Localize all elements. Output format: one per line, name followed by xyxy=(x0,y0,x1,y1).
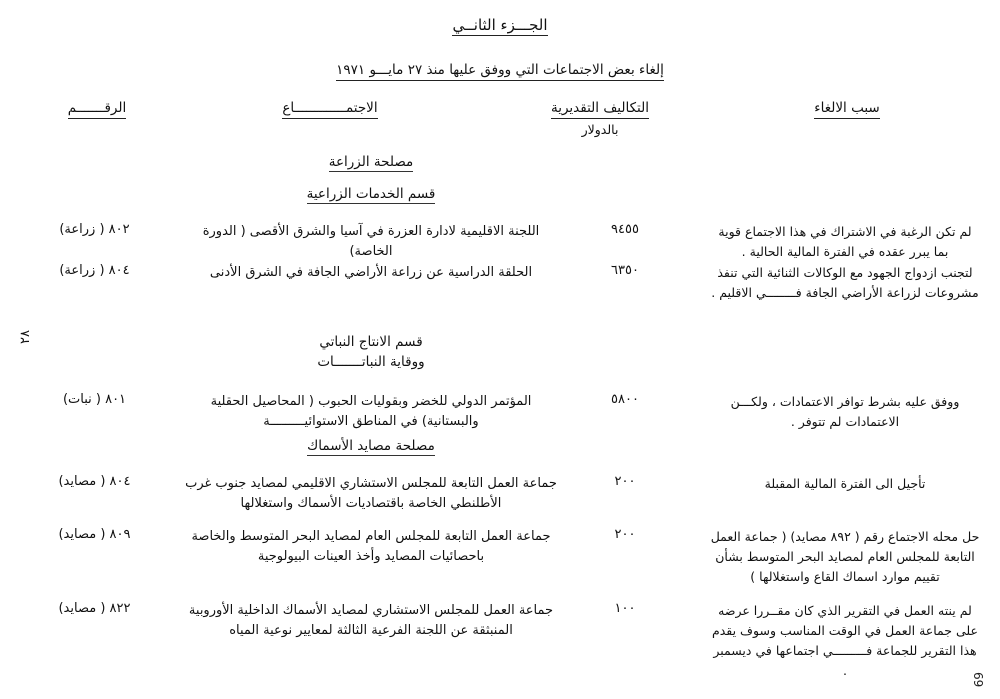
column-header-reason: سبب الالغاء xyxy=(722,100,972,119)
table-row-cost: ٩٤٥٥ xyxy=(611,222,639,237)
table-row-number: ٨٢٢ ( مصايد) xyxy=(58,601,131,616)
table-row-reason: لتجنب ازدواج الجهود مع الوكالات الثنائية التي تنفذ مشروعات لزراعة الأراضي الجافة فــــــــي الاقليم . xyxy=(711,265,979,300)
document-subtitle xyxy=(0,62,1000,78)
table-row-number: ٨٠٩ ( مصايد) xyxy=(58,527,131,542)
table-row-cost: ٢٠٠ xyxy=(614,527,636,542)
table-row-meeting: جماعة العمل التابعة للمجلس العام لمصايد البحر المتوسط والخاصة باحصائيات المصايد وأخذ العينات البيولوجية xyxy=(191,529,551,565)
table-row-reason: لم ينته العمل في التقرير الذي كان مقــررا عرضه على جماعة العمل في الوقت المناسب وسوف يقدم هذا التقرير للجماعة فـــــــــي اجتماعها في ديسمبر . xyxy=(711,603,978,678)
page-number: 69 xyxy=(972,671,986,687)
margin-note-number: ٢٨ xyxy=(18,330,33,344)
table-row-number: ٨٠٢ ( زراعة) xyxy=(59,222,130,237)
section-heading-plant-protection: ووقاية النباتـــــــات xyxy=(317,354,425,370)
table-row-reason: لم تكن الرغبة في الاشتراك في هذا الاجتماع قوية بما يبرر عقده في الفترة المالية الحالية . xyxy=(718,224,972,259)
table-row-cost: ٥٨٠٠ xyxy=(611,392,639,407)
section-heading-agricultural-services: قسم الخدمات الزراعية xyxy=(306,186,436,202)
section-heading-agriculture: مصلحة الزراعة xyxy=(328,154,414,170)
column-header-cost-currency: بالدولار xyxy=(581,122,619,137)
column-header-number: الرقـــــــم xyxy=(32,100,162,119)
table-row-reason: حل محله الاجتماع رقم ( ٨٩٢ مصايد) ( جماعة العمل التابعة للمجلس العام لمصايد البحر المتوسط بشأن تقييم موارد اسماك القاع واستغلالها ) xyxy=(710,529,980,584)
table-row-number: ٨٠٤ ( زراعة) xyxy=(59,263,130,278)
table-row-cost: ٦٣٥٠ xyxy=(611,263,639,278)
table-row-reason: تأجيل الى الفترة المالية المقبلة xyxy=(764,476,926,491)
table-row-meeting: الحلقة الدراسية عن زراعة الأراضي الجافة في الشرق الأدنى xyxy=(209,265,533,280)
document-subtitle-text: إلغاء بعض الاجتماعات التي ووفق عليها منذ ٢٧ مايـــو ١٩٧١ xyxy=(336,62,664,81)
table-row-meeting: جماعة العمل للمجلس الاستشاري لمصايد الأسماك الداخلية الأوروبية المنبثقة عن اللجنة الفرعية الثالثة لمعايير نوعية المياه xyxy=(188,603,554,639)
document-title xyxy=(0,16,1000,34)
section-heading-plant-production: قسم الانتاج النباتي xyxy=(319,334,423,350)
column-header-cost: التكاليف التقديرية xyxy=(500,100,700,119)
table-row-number: ٨٠٤ ( مصايد) xyxy=(58,474,131,489)
document-title-text: الجـــزء الثانــي xyxy=(452,16,548,34)
column-header-meeting: الاجتمـــــــــــــاع xyxy=(180,100,480,119)
table-row-meeting: جماعة العمل التابعة للمجلس الاستشاري الاقليمي لمصايد جنوب غرب الأطلنطي الخاصة باقتصاديات الأسماك واستغلالها xyxy=(185,476,557,512)
table-row-meeting: المؤتمر الدولي للخضر وبقوليات الحبوب ( المحاصيل الحقلية والبستانية) في المناطق الاستوائيـــــــــة xyxy=(210,394,532,430)
table-row-reason: ووفق عليه بشرط توافر الاعتمادات ، ولكـــن الاعتمادات لم تتوفر . xyxy=(730,394,960,429)
table-row-number: ٨٠١ ( نبات) xyxy=(62,392,127,407)
table-row-cost: ٢٠٠ xyxy=(614,474,636,489)
table-row-meeting: اللجنة الاقليمية لادارة العزرة في آسيا والشرق الأقصى ( الدورة الخاصة) xyxy=(202,224,540,260)
section-heading-fisheries: مصلحة مصايد الأسماك xyxy=(307,438,435,454)
table-row-cost: ١٠٠ xyxy=(614,601,636,616)
table-header-row xyxy=(0,98,1000,142)
